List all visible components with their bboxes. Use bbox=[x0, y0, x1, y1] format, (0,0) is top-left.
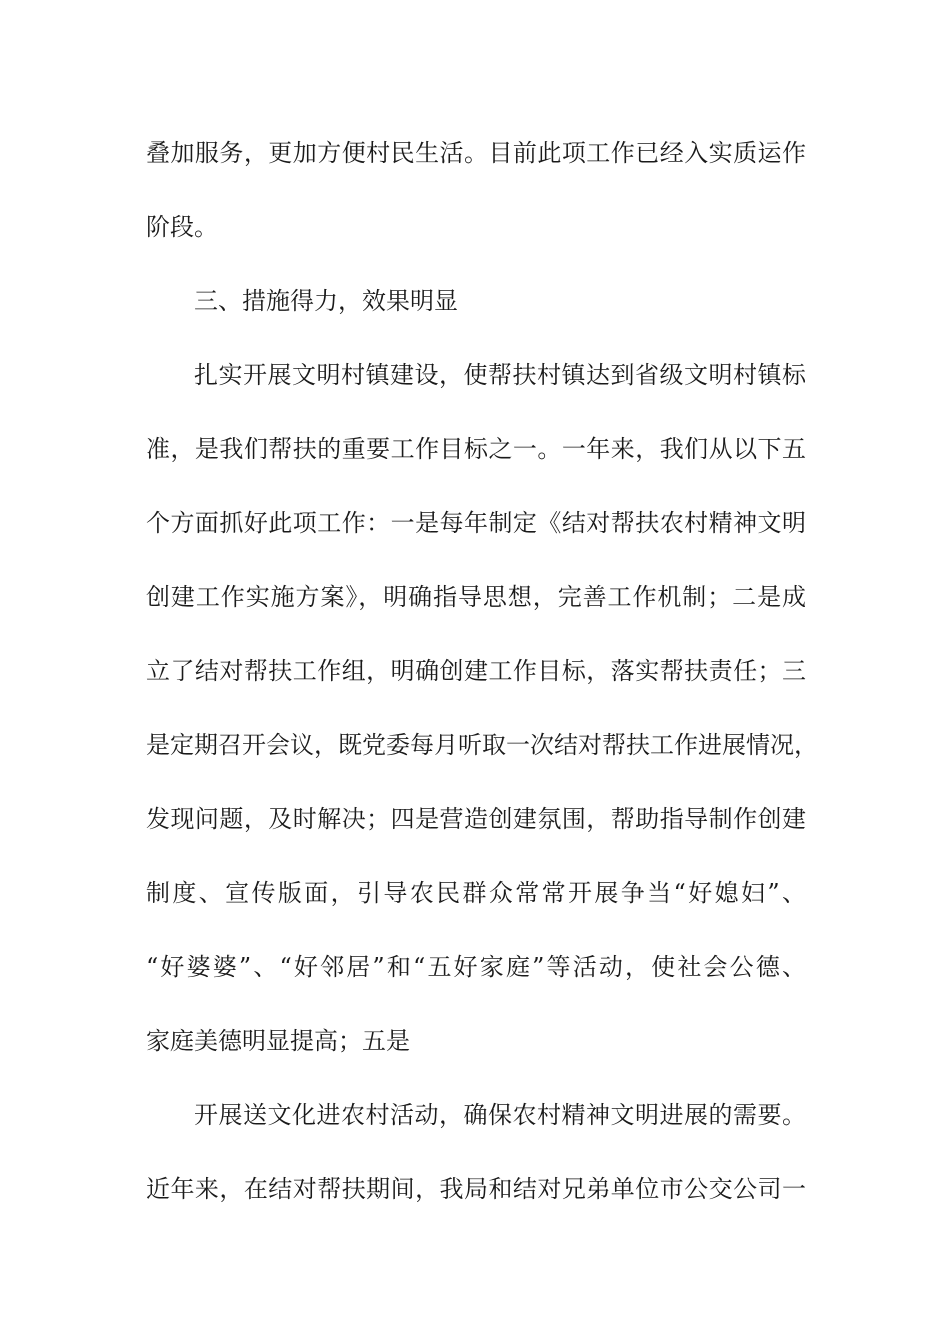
text-line-5: 准，是我们帮扶的重要工作目标之一。一年来，我们从以下五 bbox=[146, 435, 806, 463]
text-line-12: “好婆婆”、“好邻居”和“五好家庭”等活动，使社会公德、 bbox=[146, 953, 806, 981]
text-line-1: 叠加服务，更加方便村民生活。目前此项工作已经入实质运作 bbox=[146, 139, 806, 167]
text-line-14: 开展送文化进农村活动，确保农村精神文明进展的需要。 bbox=[194, 1101, 806, 1129]
text-line-13: 家庭美德明显提高；五是 bbox=[146, 1027, 410, 1055]
text-line-7: 创建工作实施方案》，明确指导思想，完善工作机制；二是成 bbox=[146, 583, 806, 611]
text-line-8: 立了结对帮扶工作组，明确创建工作目标，落实帮扶责任；三 bbox=[146, 657, 806, 685]
text-line-10: 发现问题，及时解决；四是营造创建氛围，帮助指导制作创建 bbox=[146, 805, 806, 833]
text-line-2: 阶段。 bbox=[146, 213, 218, 241]
text-line-9: 是定期召开会议，既党委每月听取一次结对帮扶工作进展情况， bbox=[146, 731, 818, 759]
section-heading: 三、措施得力，效果明显 bbox=[194, 287, 458, 315]
text-line-15: 近年来，在结对帮扶期间，我局和结对兄弟单位市公交公司一 bbox=[146, 1175, 806, 1203]
text-line-4: 扎实开展文明村镇建设，使帮扶村镇达到省级文明村镇标 bbox=[194, 361, 806, 389]
text-line-11: 制度、宣传版面，引导农民群众常常开展争当“好媳妇”、 bbox=[146, 879, 806, 907]
text-line-6: 个方面抓好此项工作：一是每年制定《结对帮扶农村精神文明 bbox=[146, 509, 806, 537]
